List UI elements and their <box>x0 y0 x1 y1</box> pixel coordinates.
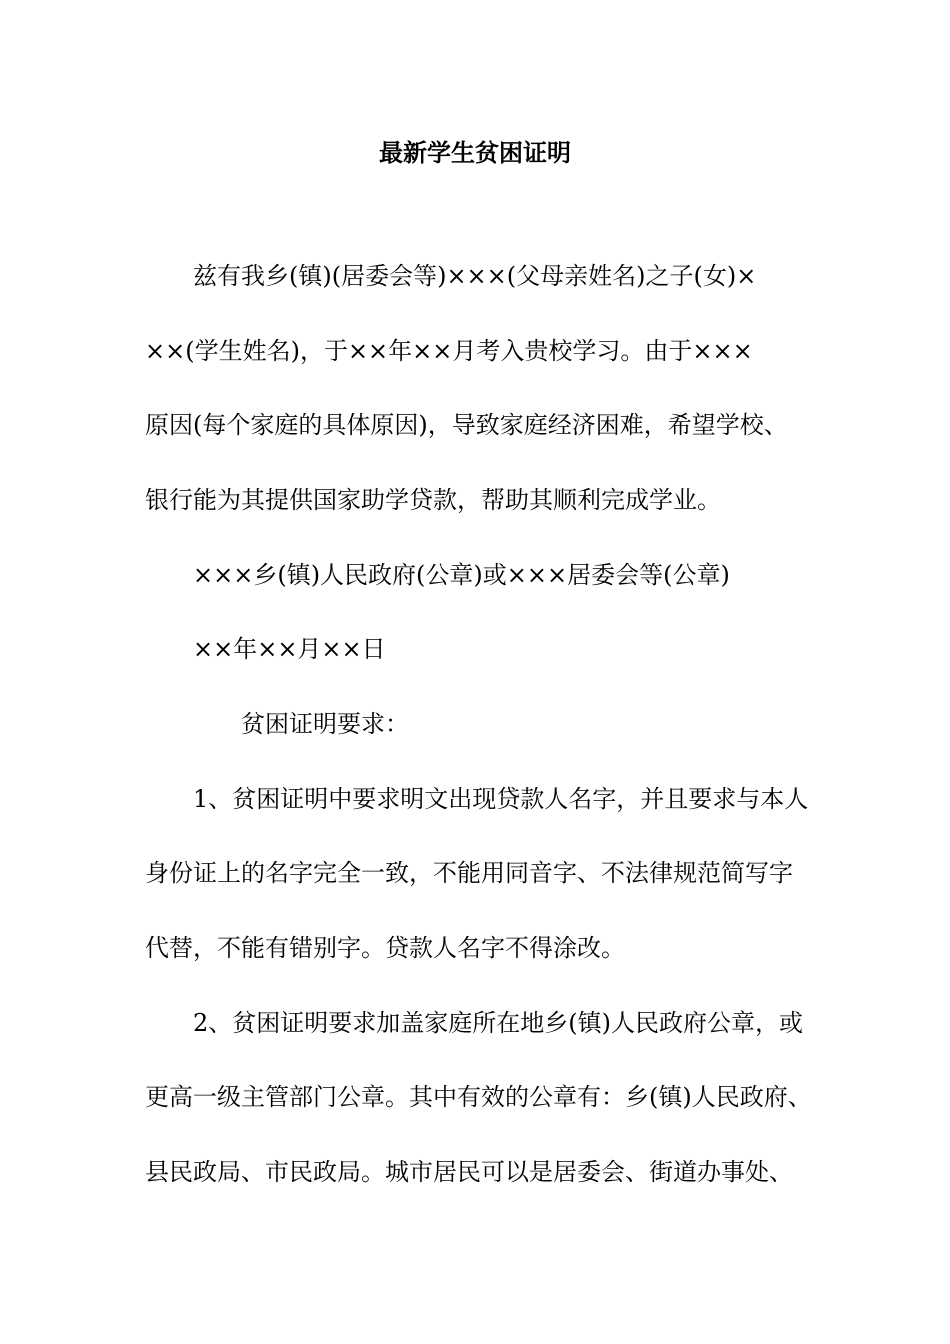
requirement-1-line-3: 代替，不能有错别字。贷款人名字不得涂改。 <box>145 934 625 962</box>
requirement-2-line-1: 2、贫困证明要求加盖家庭所在地乡(镇)人民政府公章，或 <box>193 1009 803 1037</box>
body-line-2: ××(学生姓名)，于××年××月考入贵校学习。由于××× <box>145 337 753 365</box>
document-title: 最新学生贫困证明 <box>379 139 571 167</box>
date-line: ××年××月××日 <box>193 635 386 663</box>
requirement-2-line-3: 县民政局、市民政局。城市居民可以是居委会、街道办事处、 <box>145 1158 793 1186</box>
signature-line: ×××乡(镇)人民政府(公章)或×××居委会等(公章) <box>193 561 730 589</box>
body-line-3: 原因(每个家庭的具体原因)，导致家庭经济困难，希望学校、 <box>145 411 788 439</box>
requirement-1-line-2: 身份证上的名字完全一致，不能用同音字、不法律规范简写字 <box>145 859 793 887</box>
requirements-heading: 贫困证明要求： <box>241 710 409 738</box>
body-line-1: 兹有我乡(镇)(居委会等)×××(父母亲姓名)之子(女)× <box>193 262 757 290</box>
requirement-2-line-2: 更高一级主管部门公章。其中有效的公章有：乡(镇)人民政府、 <box>145 1083 812 1111</box>
requirement-1-line-1: 1、贫困证明中要求明文出现贷款人名字，并且要求与本人 <box>193 785 809 813</box>
body-line-4: 银行能为其提供国家助学贷款，帮助其顺利完成学业。 <box>145 486 721 514</box>
